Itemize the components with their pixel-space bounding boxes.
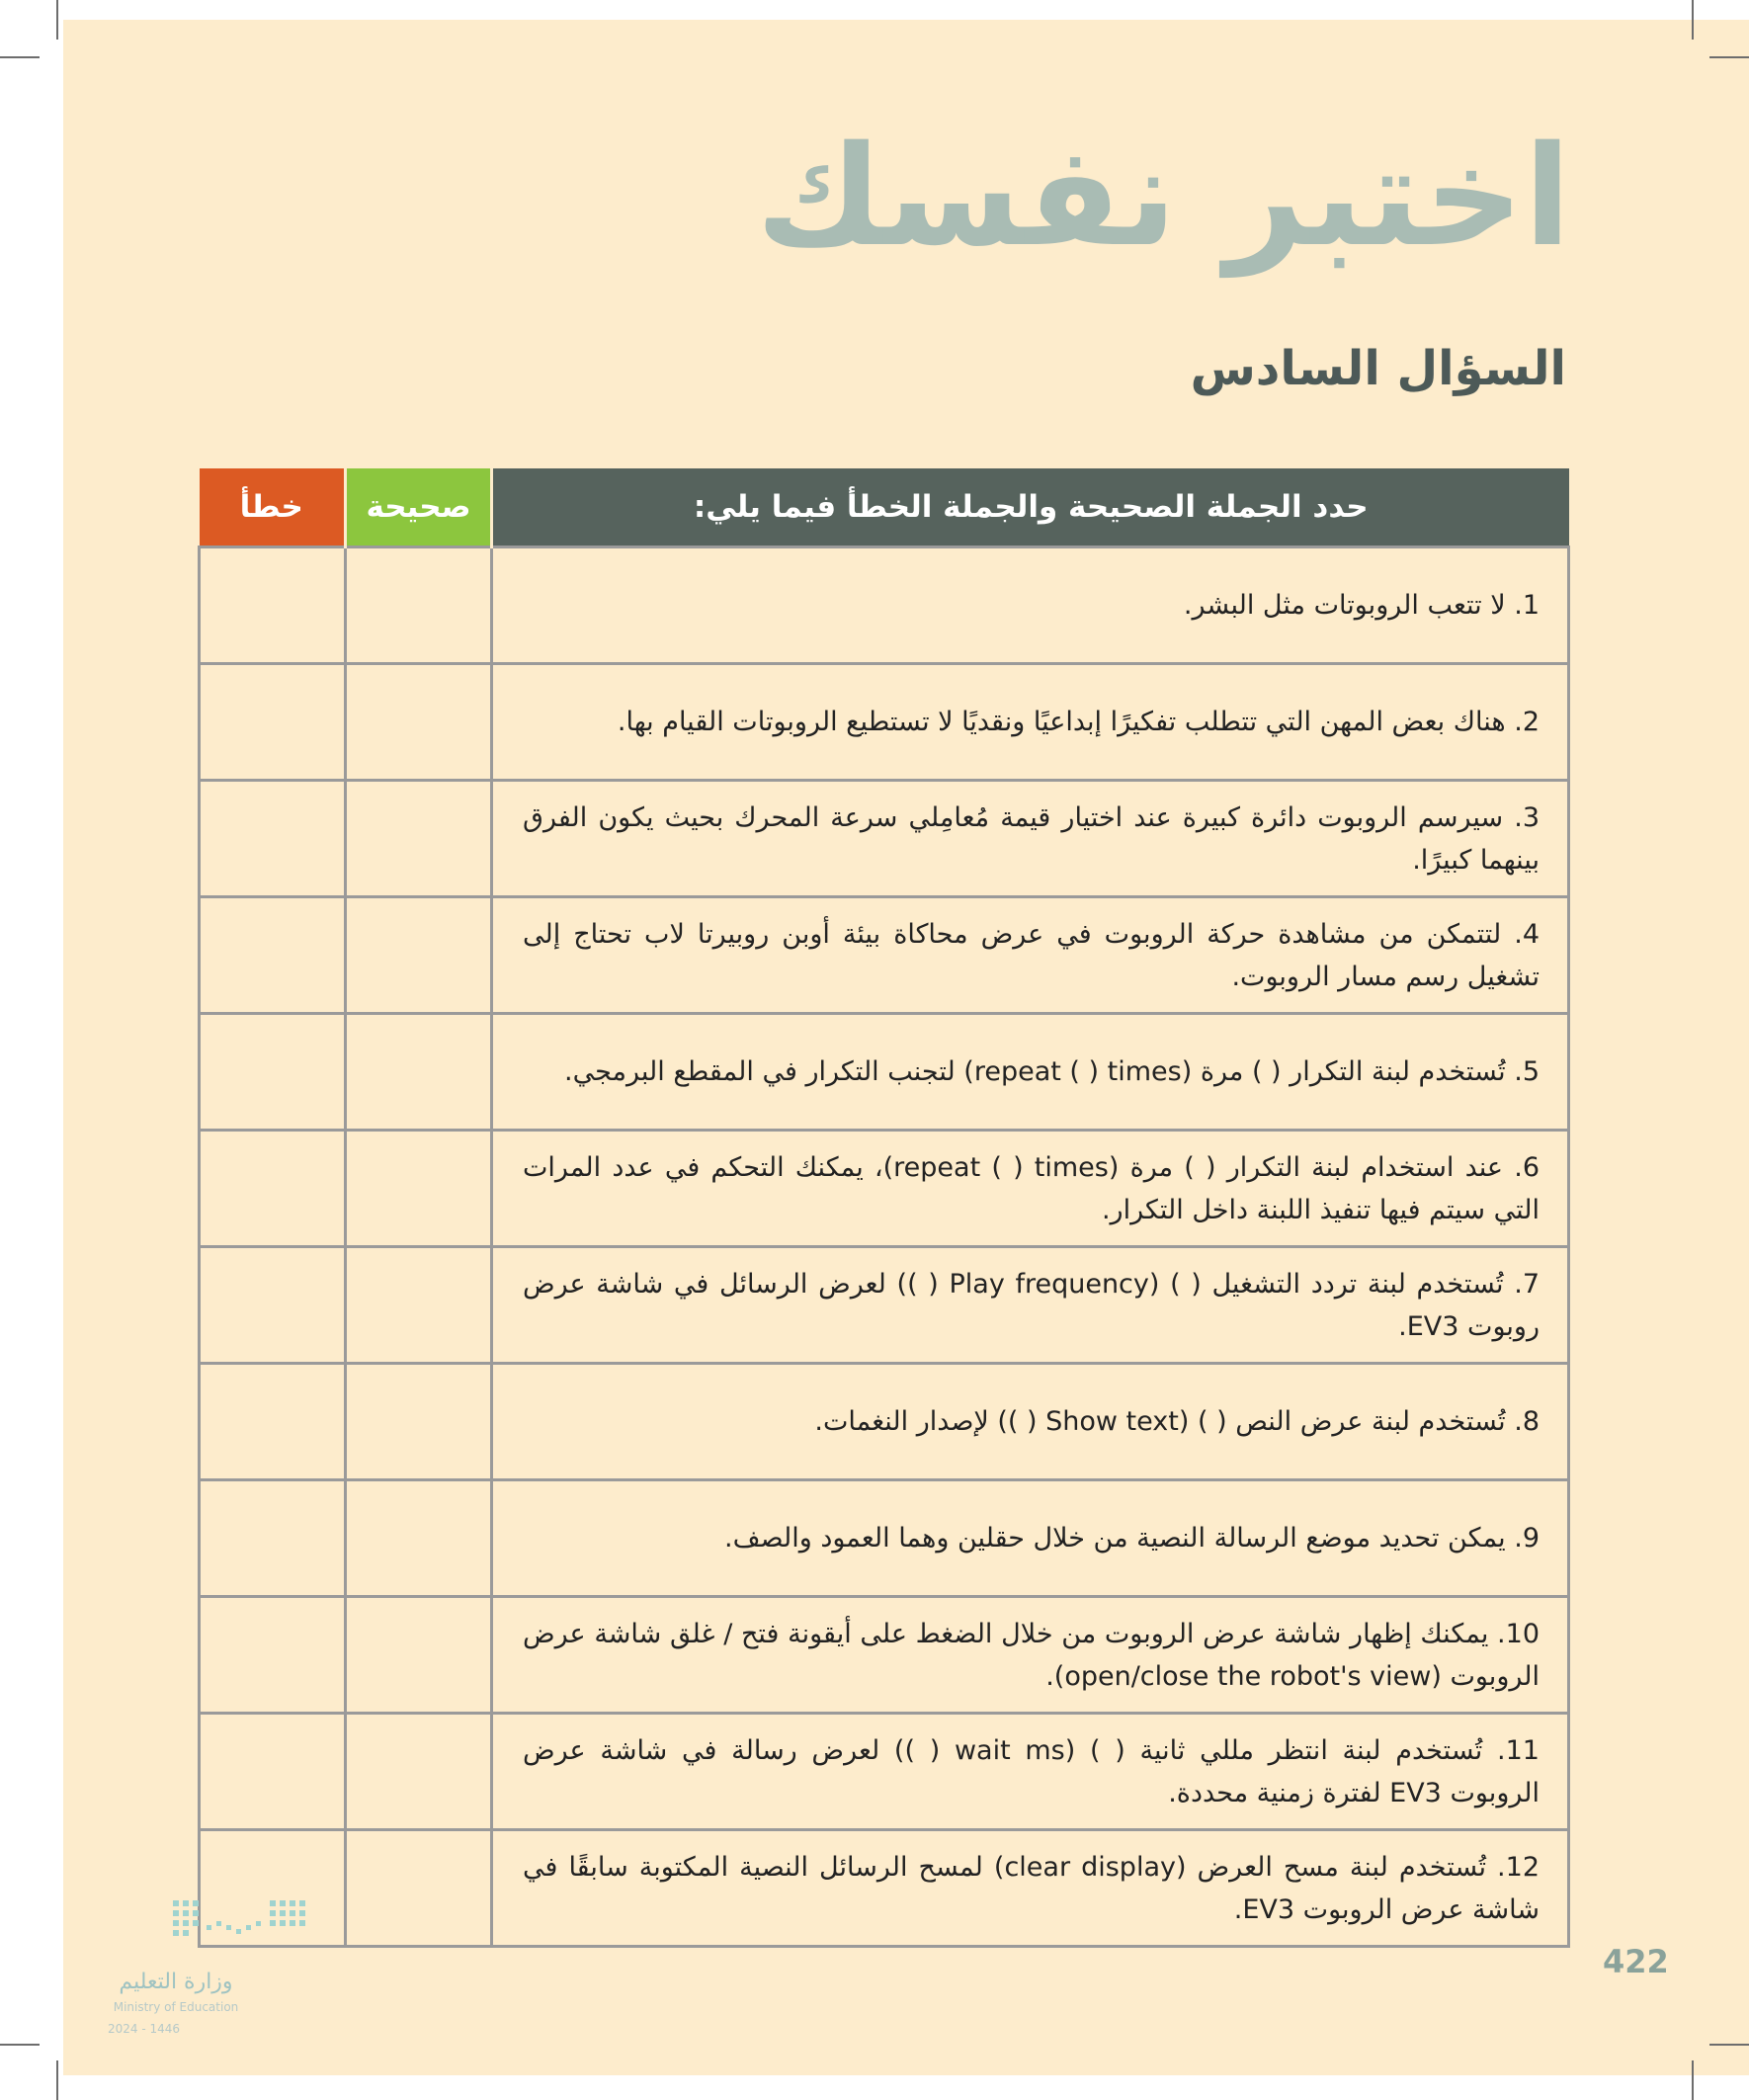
true-column-header: صحيحة [346,468,492,547]
table-row [200,1364,1569,1480]
ministry-year: 2024 - 1446 [107,2022,181,2036]
statement-text: لتتمكن من مشاهدة حركة الروبوت في عرض محاكاة بيئة أوبن روبيرتا لاب تحتاج إلى تشغيل رسم مسار الروبوت. [523,918,1540,992]
statement-number: 11. [1497,1734,1540,1766]
ministry-name-english: Ministry of Education [113,2000,239,2014]
true-answer-cell[interactable] [346,1714,492,1830]
statement-cell [492,547,1569,664]
table-row [200,781,1569,897]
ministry-logo [97,1895,324,2044]
true-answer-cell[interactable] [346,1597,492,1714]
statement-cell [492,897,1569,1014]
statement-text: هناك بعض المهن التي تتطلب تفكيرًا إبداعيًا ونقديًا لا تستطيع الروبوتات القيام بها. [617,707,1506,737]
statement-number: 3. [1514,801,1540,833]
statement-text: تُستخدم لبنة التكرار ( ) مرة (repeat ( ) times) لتجنب التكرار في المقطع البرمجي. [564,1056,1506,1087]
false-column-header: خطأ [200,468,346,547]
page-number: 422 [1603,1943,1669,1980]
crop-mark [0,56,40,58]
true-answer-cell[interactable] [346,1014,492,1131]
crop-mark [1692,2060,1694,2100]
crop-mark [56,2060,58,2100]
ministry-logo-dots-icon [171,1895,324,1950]
true-false-table [198,468,1570,1948]
statement-text: لا تتعب الروبوتات مثل البشر. [1183,590,1506,621]
false-answer-cell[interactable] [200,1597,346,1714]
true-answer-cell[interactable] [346,547,492,664]
statement-number: 10. [1497,1618,1540,1649]
statement-number: 1. [1514,590,1540,621]
question-heading: السؤال السادس [1190,341,1566,396]
true-answer-cell[interactable] [346,897,492,1014]
statement-number: 6. [1514,1151,1540,1183]
crop-mark [1709,56,1749,58]
true-answer-cell[interactable] [346,1830,492,1947]
statement-cell [492,664,1569,781]
table-row [200,1131,1569,1247]
crop-mark [1709,2044,1749,2046]
statement-text: سيرسم الروبوت دائرة كبيرة عند اختيار قيمة مُعامِلي سرعة المحرك بحيث يكون الفرق بينهما كبيرًا. [523,801,1540,876]
table-row [200,1247,1569,1364]
statement-text: تُستخدم لبنة تردد التشغيل ( ) (Play frequency ( )) لعرض الرسائل في شاشة عرض روبوت EV3. [523,1268,1540,1342]
statement-number: 4. [1514,918,1540,950]
false-answer-cell[interactable] [200,781,346,897]
crop-mark [56,0,58,40]
false-answer-cell[interactable] [200,1014,346,1131]
statement-text: تُستخدم لبنة انتظر مللي ثانية ( ) (wait ms ( )) لعرض رسالة في شاشة عرض الروبوت EV3 لفترة زمنية محددة. [523,1734,1540,1808]
statement-cell [492,1364,1569,1480]
statement-text: يمكن تحديد موضع الرسالة النصية من خلال حقلين وهما العمود والصف. [724,1523,1506,1554]
statement-cell [492,1714,1569,1830]
table-row [200,547,1569,664]
statement-cell [492,1014,1569,1131]
statement-number: 12. [1497,1851,1540,1883]
table-row [200,1597,1569,1714]
statement-text: تُستخدم لبنة مسح العرض (clear display) لمسح الرسائل النصية المكتوبة سابقًا في شاشة عرض الروبوت EV3. [523,1851,1540,1925]
statement-text: عند استخدام لبنة التكرار ( ) مرة (repeat ( ) times)، يمكنك التحكم في عدد المرات التي سيتم فيها تنفيذ اللبنة داخل التكرار. [523,1151,1540,1225]
false-answer-cell[interactable] [200,1714,346,1830]
true-answer-cell[interactable] [346,1247,492,1364]
false-answer-cell[interactable] [200,1480,346,1597]
false-answer-cell[interactable] [200,1364,346,1480]
false-answer-cell[interactable] [200,547,346,664]
crop-mark [0,2044,40,2046]
ministry-name-arabic: وزارة التعليم [119,1970,233,1994]
table-row [200,1830,1569,1947]
statement-number: 2. [1514,707,1540,737]
true-answer-cell[interactable] [346,664,492,781]
false-answer-cell[interactable] [200,1247,346,1364]
false-answer-cell[interactable] [200,897,346,1014]
statement-text: تُستخدم لبنة عرض النص ( ) (Show text ( )) لإصدار النغمات. [814,1406,1506,1437]
true-answer-cell[interactable] [346,781,492,897]
true-answer-cell[interactable] [346,1480,492,1597]
statement-cell [492,1830,1569,1947]
statement-column-header: حدد الجملة الصحيحة والجملة الخطأ فيما يلي: [492,468,1569,547]
statement-number: 9. [1514,1523,1540,1554]
statement-cell [492,1247,1569,1364]
true-answer-cell[interactable] [346,1364,492,1480]
table-row [200,1714,1569,1830]
crop-mark [1692,0,1694,40]
table-row [200,1480,1569,1597]
true-answer-cell[interactable] [346,1131,492,1247]
page-title: اختبر نفسك [755,117,1571,278]
statement-number: 8. [1514,1406,1540,1437]
statement-number: 5. [1514,1056,1540,1087]
statement-cell [492,1597,1569,1714]
statement-cell [492,1131,1569,1247]
table-row [200,664,1569,781]
statement-text: يمكنك إظهار شاشة عرض الروبوت من خلال الضغط على أيقونة فتح / غلق شاشة عرض الروبوت (open/close the robot's view). [523,1618,1540,1692]
table-header-row [200,468,1569,547]
statement-cell [492,1480,1569,1597]
statement-cell [492,781,1569,897]
table-row [200,1014,1569,1131]
table-row [200,897,1569,1014]
false-answer-cell[interactable] [200,1131,346,1247]
statement-number: 7. [1514,1268,1541,1300]
false-answer-cell[interactable] [200,664,346,781]
